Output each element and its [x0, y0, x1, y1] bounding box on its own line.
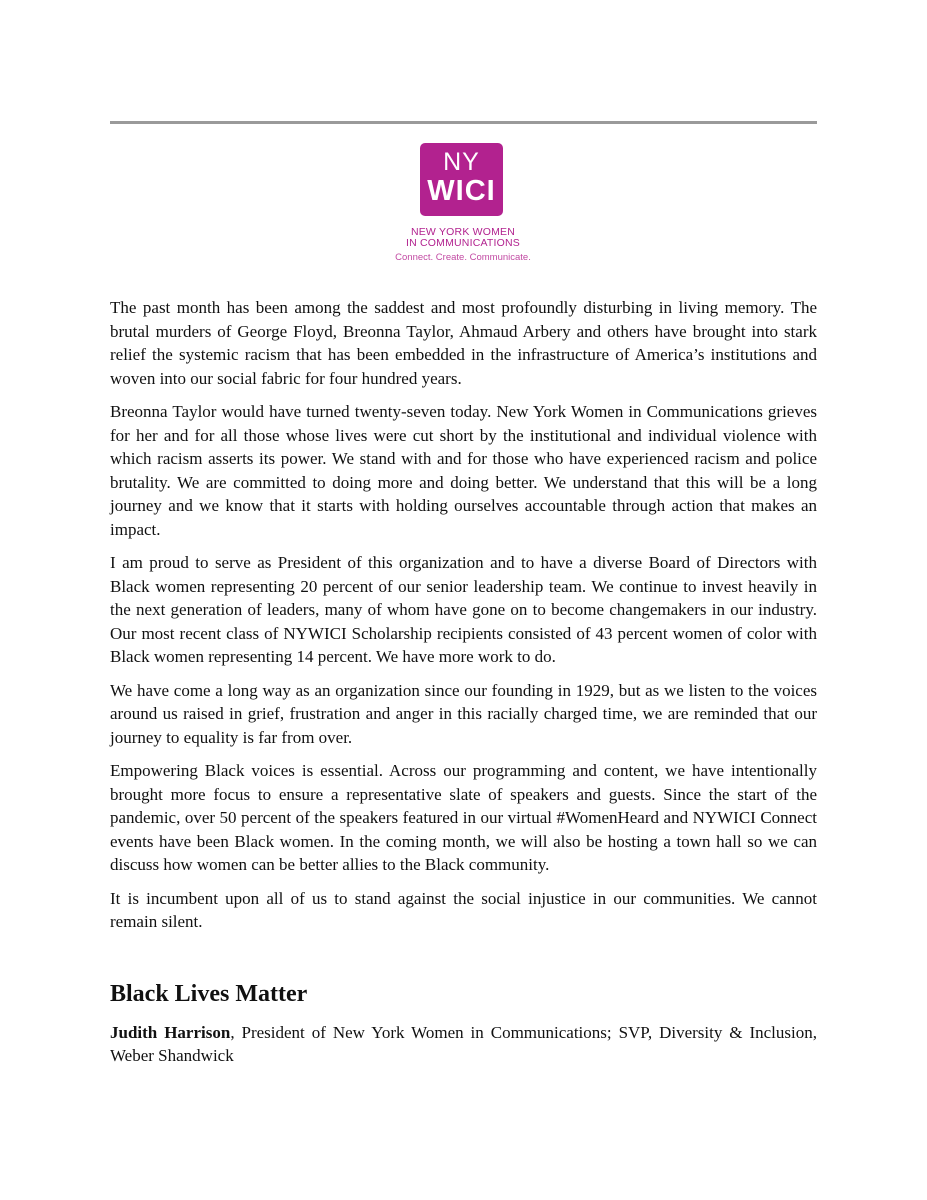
logo-org-name-line2: IN COMMUNICATIONS [405, 237, 521, 249]
logo-text-ny: NY [443, 148, 480, 176]
logo-text-wici: WICI [427, 175, 496, 207]
logo-tagline: Connect. Create. Communicate. [395, 252, 531, 263]
paragraph: It is incumbent upon all of us to stand against the social injustice in our communities. We cannot remain silent. [110, 888, 817, 931]
paragraph: Breonna Taylor would have turned twenty-seven today. New York Women in Communications grieves for her and for all those whose lives were cut short by the institutional and individual violence with which racism asserts its power. We stand with and for those who have experienced racism and police brutality. We are committed to doing more and doing better. We understand that this will be a long journey and we know that it starts with holding ourselves accountable through action that makes an impact. [110, 402, 817, 539]
signer-name: Judith Harrison [110, 1023, 231, 1042]
signer-title: , President of New York Women in Communications; SVP, Diversity & Inclusion, Weber Shandwick [110, 1023, 817, 1065]
top-divider [110, 121, 817, 124]
paragraph: We have come a long way as an organization since our founding in 1929, but as we listen to the voices around us raised in grief, frustration and anger in this racially charged time, we are reminded that our journey to equality is far from over. [110, 680, 817, 747]
logo-org-name-line1: NEW YORK WOMEN [410, 226, 516, 238]
letter-body [110, 296, 817, 944]
closing-heading: Black Lives Matter [110, 981, 308, 1007]
paragraph: The past month has been among the saddest and most profoundly disturbing in living memory. The brutal murders of George Floyd, Breonna Taylor, Ahmaud Arbery and others have brought into stark relief the systemic racism that has been embedded in the infrastructure of America’s institutions and woven into our social fabric for four hundred years. [110, 298, 817, 388]
nywici-logo [420, 143, 503, 216]
paragraph: Empowering Black voices is essential. Across our programming and content, we have intentionally brought more focus to ensure a representative slate of speakers and guests. Since the start of the pandemic, over 50 percent of the speakers featured in our virtual #WomenHeard and NYWICI Connect events have been Black women. In the coming month, we will also be hosting a town hall so we can discuss how women can be better allies to the Black community. [110, 761, 817, 874]
paragraph: I am proud to serve as President of this organization and to have a diverse Board of Directors with Black women representing 20 percent of our senior leadership team. We continue to invest heavily in the next generation of leaders, many of whom have gone on to become changemakers in our industry. Our most recent class of NYWICI Scholarship recipients consisted of 43 percent women of color with Black women representing 14 percent. We have more work to do. [110, 553, 817, 666]
signature-block [110, 1021, 817, 1067]
